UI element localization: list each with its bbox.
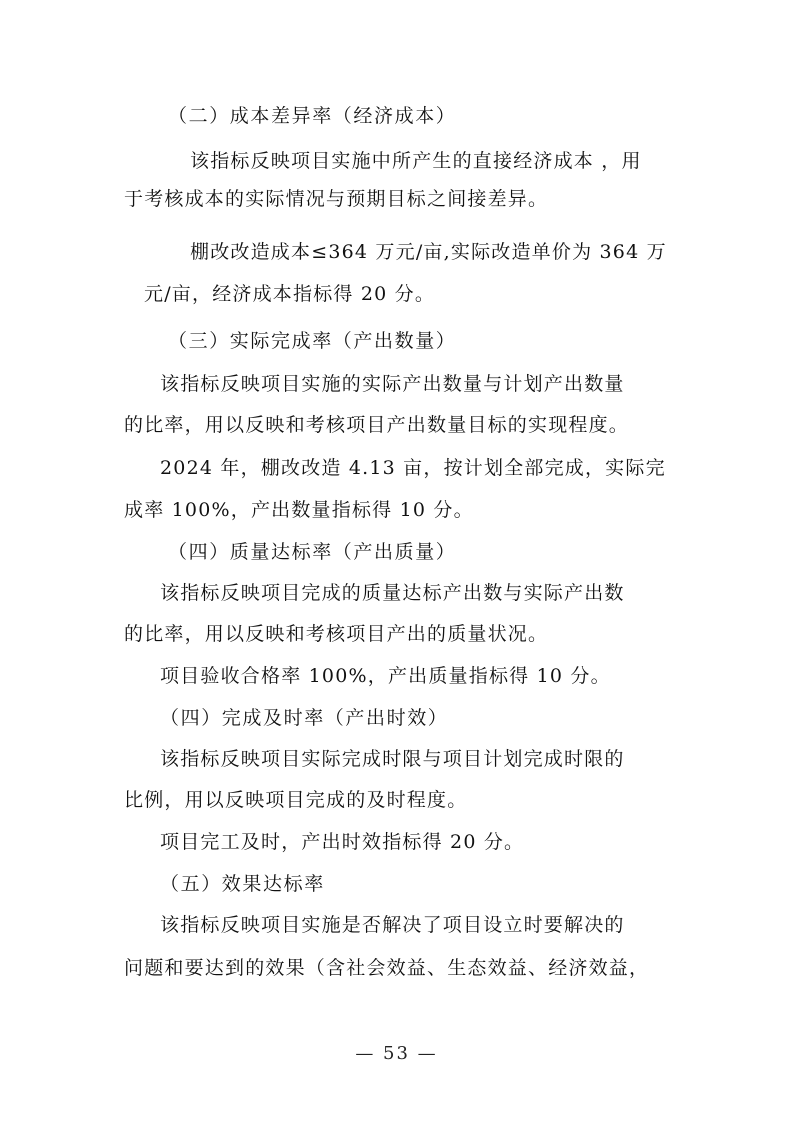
- section-heading-quality-rate: （四）质量达标率（产出质量）: [168, 541, 457, 563]
- section-heading-timeliness-rate: （四）完成及时率（产出时效）: [160, 707, 449, 729]
- paragraph-line: 成率 100%，产出数量指标得 10 分。: [124, 499, 474, 521]
- paragraph-line: 比例，用以反映项目完成的及时程度。: [124, 789, 468, 811]
- paragraph-line: 项目完工及时，产出时效指标得 20 分。: [160, 831, 525, 853]
- paragraph-line: 项目验收合格率 100%，产出质量指标得 10 分。: [160, 665, 611, 687]
- paragraph-line: 的比率，用以反映和考核项目产出数量目标的实现程度。: [124, 414, 630, 436]
- page-number: — 53 —: [355, 1043, 438, 1064]
- section-heading-completion-rate: （三）实际完成率（产出数量）: [168, 330, 457, 352]
- paragraph-line: 的比率，用以反映和考核项目产出的质量状况。: [124, 623, 549, 645]
- paragraph-line: 元/亩，经济成本指标得 20 分。: [144, 283, 436, 305]
- paragraph-line: 该指标反映项目实施的实际产出数量与计划产出数量: [160, 373, 625, 395]
- paragraph-line: 2024 年，棚改改造 4.13 亩，按计划全部完成，实际完: [160, 457, 666, 479]
- paragraph-line: 该指标反映项目完成的质量达标产出数与实际产出数: [160, 582, 625, 604]
- paragraph-line: 于考核成本的实际情况与预期目标之间接差异。: [124, 188, 549, 210]
- section-heading-effect-rate: （五）效果达标率: [160, 873, 325, 895]
- paragraph-line: 棚改改造成本≤364 万元/亩,实际改造单价为 364 万: [190, 241, 667, 263]
- section-heading-cost-variance: （二）成本差异率（经济成本）: [168, 105, 457, 127]
- paragraph-line: 问题和要达到的效果（含社会效益、生态效益、经济效益，: [124, 957, 650, 979]
- paragraph-line: 该指标反映项目实际完成时限与项目计划完成时限的: [160, 748, 625, 770]
- paragraph-line: 该指标反映项目实施中所产生的直接经济成本 ，用: [190, 150, 642, 172]
- paragraph-line: 该指标反映项目实施是否解决了项目设立时要解决的: [160, 914, 625, 936]
